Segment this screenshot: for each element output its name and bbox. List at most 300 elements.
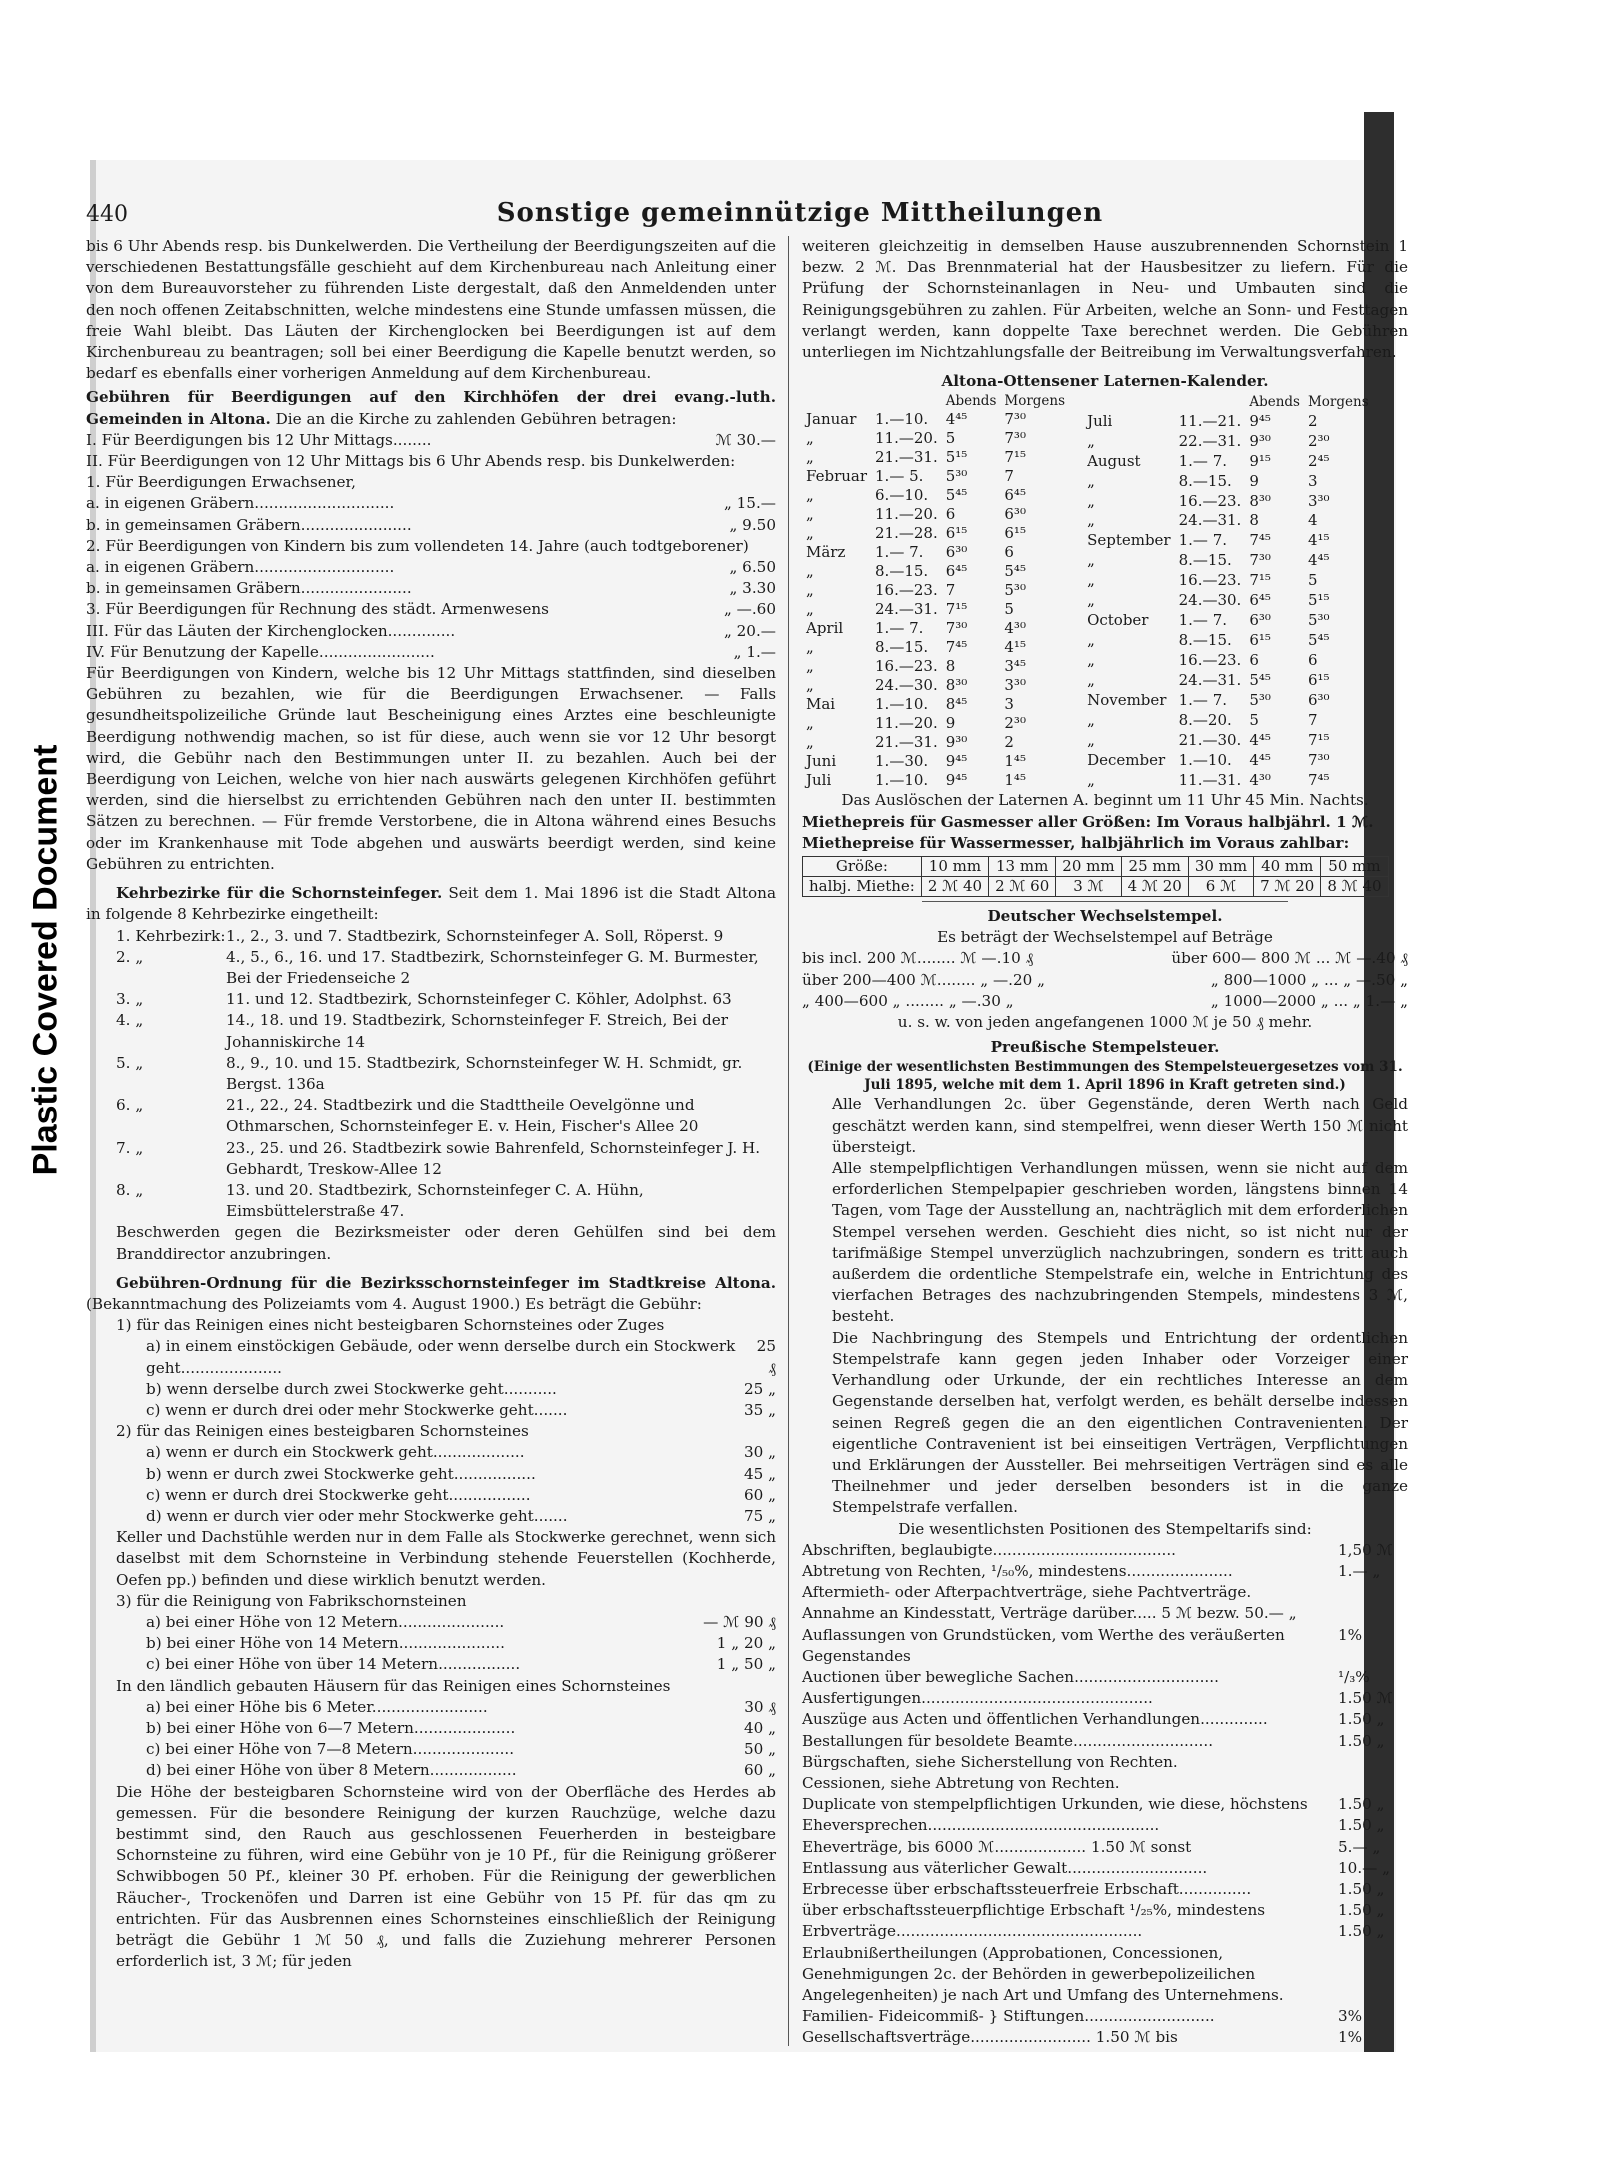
- lantern-row: [802, 448, 1069, 467]
- meter-size-label: Größe:: [803, 857, 922, 877]
- lantern-row: [1083, 750, 1373, 770]
- district-text: 23., 25. und 26. Stadtbezirk sowie Bahrenfeld, Schornsteinfeger J. H. Gebhardt, Treskow-Allee 12: [226, 1138, 761, 1178]
- lantern-cell: „: [1087, 431, 1095, 450]
- lantern-cell: 6³⁰: [945, 543, 968, 562]
- order2-text: b) bei einer Höhe von 6—7 Metern.....................: [146, 1719, 516, 1738]
- lantern-row: [802, 752, 1069, 771]
- lantern-cell: 24.—30.: [1178, 591, 1242, 610]
- lantern-cell: 6: [1307, 651, 1318, 670]
- district-row: [86, 947, 776, 989]
- tarif-text: Auctionen über bewegliche Sachen..............................: [802, 1667, 1219, 1686]
- lantern-cell: 8³⁰: [1249, 491, 1271, 510]
- lantern-cell: 16.—23.: [1178, 651, 1242, 670]
- lantern-cell: Juni: [806, 752, 837, 771]
- meter-size: 50 mm: [1321, 857, 1388, 877]
- lantern-cell: 6.—10.: [875, 486, 929, 505]
- lantern-cell: 8.—15.: [875, 562, 929, 581]
- lantern-header-blank: [802, 392, 871, 410]
- tarif-row: [802, 2006, 1408, 2027]
- tarif-value: 5.— „: [1338, 1837, 1381, 1856]
- lantern-cell: 7¹⁵: [945, 600, 968, 619]
- fee-row: [86, 536, 776, 557]
- lantern-header-blank: [871, 392, 942, 410]
- lantern-cell: 7¹⁵: [1307, 730, 1330, 749]
- lantern-cell: 9¹⁵: [1249, 451, 1271, 470]
- lantern-cell: „: [1087, 591, 1095, 610]
- stamp-right: über 600— 800 ℳ ... ℳ —.40 ₰: [1171, 949, 1408, 968]
- district-text: 1., 2., 3. und 7. Stadtbezirk, Schornsteinfeger A. Soll, Röperst. 9: [226, 926, 724, 945]
- left-column: [86, 236, 776, 1972]
- lantern-cell: „: [1087, 551, 1095, 570]
- lantern-cell: 9⁴⁵: [945, 752, 968, 771]
- lantern-row: [1083, 591, 1373, 611]
- fee-value: „ 15.—: [723, 494, 776, 513]
- lantern-cell: 1.— 7.: [1178, 531, 1228, 550]
- order-heading: Gebühren-Ordnung für die Bezirksschornsteinfeger im Stadtkreise Altona.: [116, 1273, 776, 1292]
- tarif-text: Gesellschaftsverträge......................... 1.50 ℳ bis: [802, 2028, 1178, 2047]
- lantern-row: [1083, 411, 1373, 431]
- tarif-value: 1.50 „: [1338, 1795, 1385, 1814]
- lantern-header-morning: Morgens: [1004, 393, 1066, 410]
- tarif-text: Eheversprechen................................................: [802, 1816, 1160, 1835]
- tarif-row: [802, 1879, 1408, 1900]
- meter-price: 6 ℳ: [1188, 877, 1253, 897]
- lantern-cell: 5¹⁵: [1307, 591, 1330, 610]
- lantern-cell: 6⁴⁵: [945, 562, 968, 581]
- tarif-text: Auflassungen von Grundstücken, vom Werthe des veräußerten Gegenstandes: [802, 1625, 1285, 1665]
- column-divider: [788, 236, 789, 2046]
- district-row: [86, 1053, 776, 1095]
- order-row: [86, 1400, 776, 1421]
- order-value: 45 „: [743, 1464, 776, 1483]
- order-intro: (Bekanntmachung des Polizeiamts vom 4. August 1900.) Es beträgt die Gebühr:: [86, 1294, 702, 1313]
- tarif-row: [802, 1688, 1408, 1709]
- order-value: 25 ₰: [756, 1337, 776, 1377]
- lantern-cell: 1.— 7.: [1178, 690, 1228, 709]
- district-number: 3. „: [116, 990, 144, 1009]
- tarif-row: [802, 1943, 1408, 2007]
- lantern-row: [802, 600, 1069, 619]
- lantern-cell: „: [806, 733, 814, 752]
- order-row: [86, 1315, 776, 1336]
- lantern-cell: „: [806, 676, 814, 695]
- lantern-cell: 1.—10.: [875, 771, 929, 790]
- fees-intro: Die an die Kirche zu zahlenden Gebühren betragen:: [275, 409, 677, 428]
- chimney-intro: Seit dem 1. Mai 1896 ist die Stadt Altona in folgende 8 Kehrbezirke eingetheilt:: [86, 884, 777, 924]
- fee-value: „ 9.50: [729, 515, 776, 534]
- meter-price: 3 ℳ: [1056, 877, 1121, 897]
- order-text: d) wenn er durch vier oder mehr Stockwerke geht.......: [146, 1506, 568, 1525]
- lantern-cell: 7¹⁵: [1249, 571, 1271, 590]
- meter-size: 10 mm: [921, 857, 988, 877]
- tarif-text: Aftermieth- oder Afterpachtverträge, siehe Pachtverträge.: [802, 1583, 1252, 1602]
- tarif-value: 1%: [1338, 1625, 1363, 1644]
- order2-text: 3) für die Reinigung von Fabrikschornsteinen: [116, 1591, 467, 1610]
- lantern-row: [1083, 571, 1373, 591]
- fee-text: 1. Für Beerdigungen Erwachsener,: [86, 473, 356, 492]
- lantern-cell: 3³⁰: [1307, 491, 1330, 510]
- lantern-header-morning: Morgens: [1307, 393, 1369, 410]
- meter-table: [802, 856, 1389, 897]
- lantern-header-evening: Abends: [945, 393, 997, 410]
- lantern-cell: 21.—31.: [875, 448, 938, 467]
- lantern-cell: „: [1087, 631, 1095, 650]
- stamp-left: bis incl. 200 ℳ........ ℳ —.10 ₰: [802, 949, 1034, 968]
- order2-row: [86, 1633, 776, 1654]
- lantern-header-evening: Abends: [1249, 393, 1300, 410]
- lantern-heading: Altona-Ottensener Laternen-Kalender.: [941, 372, 1269, 391]
- lantern-cell: September: [1087, 531, 1171, 550]
- district-number: 6. „: [116, 1096, 144, 1115]
- tarif-text: Cessionen, siehe Abtretung von Rechten.: [802, 1773, 1120, 1792]
- lantern-cell: 2³⁰: [1307, 431, 1330, 450]
- lantern-cell: 4⁴⁵: [945, 410, 968, 429]
- lantern-cell: 8.—15.: [1178, 551, 1232, 570]
- order-row: [86, 1464, 776, 1485]
- lantern-cell: April: [806, 619, 844, 638]
- lantern-row: [802, 733, 1069, 752]
- order2-row: [86, 1612, 776, 1633]
- fee-row: [86, 493, 776, 514]
- lantern-cell: 6³⁰: [1249, 611, 1271, 630]
- lantern-cell: 7: [1307, 710, 1318, 729]
- fee-text: b. in gemeinsamen Gräbern.......................: [86, 515, 412, 534]
- tarif-text: Erbrecesse über erbschaftssteuerfreie Erbschaft...............: [802, 1879, 1252, 1898]
- lantern-row: [802, 695, 1069, 714]
- lantern-cell: 6⁴⁵: [1249, 591, 1271, 610]
- lantern-row: [1083, 531, 1373, 551]
- order2-value: 30 ₰: [744, 1697, 776, 1716]
- district-text: 8., 9., 10. und 15. Stadtbezirk, Schornsteinfeger W. H. Schmidt, gr. Bergst. 136a: [226, 1053, 743, 1093]
- fee-row: [86, 451, 776, 472]
- lantern-cell: 4: [1307, 511, 1318, 530]
- right-column: [802, 236, 1408, 2049]
- order-row: [86, 1485, 776, 1506]
- lantern-cell: 5⁴⁵: [945, 486, 968, 505]
- lantern-cell: „: [806, 562, 814, 581]
- fee-row: [86, 557, 776, 578]
- lantern-cell: 5⁴⁵: [1004, 562, 1026, 581]
- district-row: [86, 1138, 776, 1180]
- meter-size: 13 mm: [989, 857, 1056, 877]
- tarif-value: [1338, 1773, 1408, 1794]
- lantern-row: [1083, 471, 1373, 491]
- lantern-cell: 6⁴⁵: [1004, 486, 1026, 505]
- lantern-cell: „: [806, 714, 814, 733]
- lantern-cell: 11.—20.: [875, 714, 938, 733]
- lantern-row: [802, 486, 1069, 505]
- district-number: 5. „: [116, 1053, 144, 1072]
- meter-size-row: [803, 857, 1389, 877]
- lantern-row: [802, 467, 1069, 486]
- fee-text: a. in eigenen Gräbern.............................: [86, 494, 395, 513]
- lantern-cell: 5³⁰: [1004, 581, 1026, 600]
- lantern-cell: „: [1087, 651, 1095, 670]
- lantern-cell: 6: [1004, 543, 1014, 562]
- tarif-value: 1.50 „: [1338, 1879, 1385, 1898]
- lantern-cell: Februar: [806, 467, 868, 486]
- tarif-text: Entlassung aus väterlicher Gewalt.............................: [802, 1858, 1208, 1877]
- tarif-row: [802, 1603, 1408, 1624]
- fees-heading: Gebühren für Beerdigungen auf den Kirchhöfen der drei evang.-luth. Gemeinden in Altona.: [86, 388, 776, 428]
- lantern-cell: 2³⁰: [1004, 714, 1026, 733]
- lantern-cell: 8⁴⁵: [945, 695, 968, 714]
- tarif-row: [802, 1900, 1408, 1921]
- fee-list: [86, 430, 776, 663]
- stamp-row: [802, 970, 1408, 991]
- lantern-cell: 7: [945, 581, 956, 600]
- prussian-subheading: (Einige der wesentlichsten Bestimmungen des Stempelsteuergesetzes vom 31. Juli 1895, welche mit dem 1. April 1896 in Kraft getreten sind.): [807, 1059, 1403, 1094]
- tarif-value: [1338, 1582, 1408, 1603]
- lantern-cell: 9: [945, 714, 956, 733]
- meter-size: 20 mm: [1056, 857, 1121, 877]
- lantern-cell: 6³⁰: [1004, 505, 1026, 524]
- stamp-rows: [802, 948, 1408, 1012]
- lantern-row: [802, 581, 1069, 600]
- order2-value: 40 „: [743, 1719, 776, 1738]
- fee-text: II. Für Beerdigungen von 12 Uhr Mittags bis 6 Uhr Abends resp. bis Dunkelwerden:: [86, 452, 736, 471]
- fees-after: Für Beerdigungen von Kindern, welche bis 12 Uhr Mittags stattfinden, sind dieselben Gebühren zu bezahlen, wie für die Beerdigungen Erwachsener. — Falls gesundheitspolizeiliche Gründe laut Bescheinigung eines Arztes eine beschleunigte Beerdigung nothwendig machen, so ist für diese, auch wenn sie vor 12 Uhr besorgt wird, die Gebühr nach den Bestimmungen unter II. zu bezahlen. Auch bei der Beerdigung von Leichen, welche von hier nach auswärts gelegenen Kirchhöfen geführt werden, sind die hierselbst zu errichtenden Gebühren nach den unter II. bestimmten Sätzen zu berechnen. — Für fremde Verstorbene, die in Altona während eines Besuchs oder im Krankenhause mit Tode abgehen und auswärts beerdigt werden, sind keine Gebühren zu entrichten.: [86, 664, 776, 873]
- lantern-cell: 24.—31.: [1178, 670, 1242, 689]
- lantern-cell: 7¹⁵: [1004, 448, 1026, 467]
- order2-row: [86, 1654, 776, 1675]
- district-number: 8. „: [116, 1180, 144, 1199]
- order-text: b) wenn derselbe durch zwei Stockwerke geht...........: [146, 1379, 557, 1398]
- lantern-cell: 6¹⁵: [1307, 670, 1330, 689]
- lantern-cell: 8.—15.: [1178, 631, 1232, 650]
- tarif-text: über erbschaftssteuerpflichtige Erbschaft ¹/₂₅%, mindestens: [802, 1901, 1266, 1920]
- lantern-cell: 3: [1004, 695, 1014, 714]
- order-value: 30 „: [743, 1443, 776, 1462]
- lantern-cell: 1.— 7.: [1178, 451, 1228, 470]
- lantern-row: [802, 771, 1069, 790]
- tarif-text: Abschriften, beglaubigte......................................: [802, 1540, 1177, 1559]
- lantern-cell: Mai: [806, 695, 836, 714]
- tarif-row: [802, 1921, 1408, 1942]
- lantern-cell: Juli: [1087, 411, 1113, 430]
- order-end: Die Höhe der besteigbaren Schornsteine wird von der Oberfläche des Herdes ab gemessen. Für die besondere Reinigung der kurzen Rauchzüge, welche dazu bestimmt sind, den Rauch aus geschlossenen Feuerherden in besteigbare Schornsteine zu führen, wird eine Gebühr von je 10 Pf., für die Reinigung größerer Schwibbogen 50 Pf., kleiner 30 Pf. erhoben. Für die Reinigung der gewerblichen Räucher-, Trockenöfen und Darren ist eine Gebühr von 15 Pf. für das qm zu entrichten. Für das Ausbrennen eines Schornsteines einschließlich der Reinigung beträgt die Gebühr 1 ℳ 50 ₰, und falls die Zuziehung mehrerer Personen erforderlich ist, 3 ℳ; für jeden: [116, 1782, 776, 1971]
- order-note: Keller und Dachstühle werden nur in dem Falle als Stockwerke gerechnet, wenn sich daselbst mit dem Schornsteine in Verbindung stehende Feuerstellen (Kochherde, Oefen pp.) befinden und diese wirklich benutzt werden.: [116, 1528, 776, 1589]
- district-row: [86, 1095, 776, 1137]
- stamp-right: „ 800—1000 „ ... „ —.50 „: [1210, 970, 1408, 989]
- lantern-row: [802, 638, 1069, 657]
- order2-value: 1 „ 50 „: [716, 1655, 776, 1674]
- district-list: [86, 926, 776, 1223]
- order2-value: 60 „: [743, 1761, 776, 1780]
- section-rule: [922, 901, 1288, 902]
- lantern-note: Das Auslöschen der Laternen A. beginnt um 11 Uhr 45 Min. Nachts.: [841, 791, 1369, 810]
- lantern-cell: 1.— 5.: [875, 467, 924, 486]
- lantern-cell: 1⁴⁵: [1004, 771, 1026, 790]
- lantern-cell: 24.—30.: [875, 676, 938, 695]
- lantern-cell: „: [806, 448, 814, 467]
- lantern-cell: 16.—23.: [875, 581, 938, 600]
- prussian-paragraph-1: Alle Verhandlungen 2c. über Gegenstände, deren Werth nach Geld geschätzt werden kann, sind stempelfrei, wenn dieser Werth 150 ℳ nicht übersteigt.: [832, 1095, 1408, 1156]
- tarif-row: [802, 1667, 1408, 1688]
- stamp-right: „ 1000—2000 „ ... „ 1.— „: [1210, 991, 1408, 1010]
- lantern-row: [802, 543, 1069, 562]
- order-text: c) wenn er durch drei Stockwerke geht.................: [146, 1485, 531, 1504]
- lantern-header-row: [802, 392, 1069, 410]
- order2-row: [86, 1760, 776, 1781]
- lantern-cell: 5³⁰: [1249, 690, 1271, 709]
- lantern-cell: 1.—10.: [1178, 750, 1232, 769]
- right-continuation: weiteren gleichzeitig in demselben Hause auszubrennenden Schornstein 1 bezw. 2 ℳ. Das Brennmaterial hat der Hausbesitzer zu liefern. Für die Prüfung der Schornsteinanlagen in Neu- und Umbauten sind die Reinigungsgebühren zu zahlen. Für Arbeiten, welche an Sonn- und Festtagen verlangt werden, kann doppelte Taxe berechnet werden. Die Gebühren unterliegen im Nichtzahlungsfalle der Beitreibung im Verwaltungsverfahren.: [802, 237, 1408, 362]
- fee-text: 2. Für Beerdigungen von Kindern bis zum vollendeten 14. Jahre (auch todtgeborener): [86, 536, 749, 555]
- lantern-cell: Juli: [806, 771, 832, 790]
- lantern-row: [1083, 551, 1373, 571]
- stamp-end: u. s. w. von jeden angefangenen 1000 ℳ je 50 ₰ mehr.: [897, 1013, 1313, 1032]
- district-text: 11. und 12. Stadtbezirk, Schornsteinfeger C. Köhler, Adolphst. 63: [226, 990, 732, 1009]
- lantern-cell: „: [1087, 511, 1095, 530]
- lantern-cell: 5: [1004, 600, 1014, 619]
- lantern-cell: 7³⁰: [1004, 410, 1026, 429]
- lantern-row: [802, 410, 1069, 429]
- tarif-row: [802, 2027, 1408, 2048]
- order2-text: c) bei einer Höhe von über 14 Metern.................: [146, 1655, 521, 1674]
- lantern-row: [802, 524, 1069, 543]
- lantern-cell: 9⁴⁵: [1249, 411, 1271, 430]
- district-row: [86, 1180, 776, 1222]
- order-row: [86, 1421, 776, 1442]
- prussian-paragraph-3: Die Nachbringung des Stempels und Entrichtung der ordentlichen Stempelstrafe kann gegen jeden Inhaber oder Vorzeiger einer Verhandlung oder Urkunde, der ein rechtliches Interesse an dem Gegenstande derselben hat, verfolgt werden, es behält derselbe indessen seinen Regreß gegen die an den eigentlichen Contravenienten. Der eigentliche Contravenient ist bei einseitigen Verträgen, Verpflichtungen und Erklärungen der Aussteller. Bei mehrseitigen Verträgen sind es alle Theilnehmer und jeder derselben besonders ist in die ganze Stempelstrafe verfallen.: [832, 1328, 1408, 1517]
- lantern-row: [802, 676, 1069, 695]
- tarif-row: [802, 1540, 1408, 1561]
- tarif-value: 1.— „: [1338, 1561, 1381, 1580]
- lantern-cell: October: [1087, 611, 1149, 630]
- order2-row: [86, 1739, 776, 1760]
- lantern-cell: „: [806, 429, 814, 448]
- fee-text: b. in gemeinsamen Gräbern.......................: [86, 579, 412, 598]
- lantern-cell: 8.—20.: [1178, 710, 1232, 729]
- lantern-cell: 9³⁰: [945, 733, 968, 752]
- lantern-row: [1083, 611, 1373, 631]
- lantern-cell: 11.—20.: [875, 429, 938, 448]
- lantern-cell: 11.—31.: [1178, 770, 1242, 789]
- lantern-cell: „: [806, 581, 814, 600]
- lantern-cell: 1.— 7.: [1178, 611, 1228, 630]
- lantern-cell: 5: [945, 429, 956, 448]
- lantern-row: [802, 657, 1069, 676]
- district-number: 4. „: [116, 1011, 144, 1030]
- fee-row: [86, 430, 776, 451]
- tarif-value: 1.50 „: [1338, 1710, 1385, 1729]
- lantern-row: [802, 619, 1069, 638]
- lantern-cell: 6¹⁵: [945, 524, 968, 543]
- lantern-table-left: [802, 392, 1069, 790]
- order-row: [86, 1506, 776, 1527]
- meter-price-label: halbj. Miethe:: [803, 877, 922, 897]
- lantern-cell: 4³⁰: [1249, 770, 1271, 789]
- order2-text: d) bei einer Höhe von über 8 Metern..................: [146, 1761, 517, 1780]
- lantern-cell: „: [1087, 471, 1095, 490]
- tarif-text: Ausfertigungen................................................: [802, 1689, 1153, 1708]
- tarif-value: [1338, 1943, 1408, 2007]
- order-list-2: [86, 1591, 776, 1782]
- tarif-value: 1.50 ℳ: [1338, 1689, 1393, 1708]
- lantern-cell: August: [1087, 451, 1141, 470]
- lantern-cell: 3: [1307, 471, 1318, 490]
- lantern-cell: 22.—31.: [1178, 431, 1242, 450]
- district-row: [86, 989, 776, 1010]
- lantern-cell: Januar: [806, 410, 857, 429]
- lantern-cell: 1.— 7.: [875, 543, 924, 562]
- lantern-cell: 4⁴⁵: [1307, 551, 1330, 570]
- meter-price: 2 ℳ 60: [989, 877, 1056, 897]
- lantern-cell: 11.—20.: [875, 505, 938, 524]
- lantern-cell: 24.—31.: [1178, 511, 1242, 530]
- district-text: 13. und 20. Stadtbezirk, Schornsteinfeger C. A. Hühn, Eimsbüttelerstraße 47.: [226, 1180, 644, 1221]
- tarif-row: [802, 1773, 1408, 1794]
- fee-value: „ 3.30: [729, 579, 776, 598]
- tarif-value: 1.50 „: [1338, 1922, 1385, 1941]
- lantern-cell: 8.—15.: [875, 638, 929, 657]
- order-text: c) wenn er durch drei oder mehr Stockwerke geht.......: [146, 1400, 568, 1419]
- tarif-text: Familien- Fideicommiß- } Stiftungen...........................: [802, 2007, 1215, 2026]
- stamp-intro: Es beträgt der Wechselstempel auf Beträge: [937, 928, 1273, 947]
- tarif-row: [802, 1837, 1408, 1858]
- tarif-row: [802, 1582, 1408, 1603]
- lantern-cell: 11.—21.: [1178, 411, 1242, 430]
- meter-price-row: [803, 877, 1389, 897]
- lantern-cell: 1⁴⁵: [1004, 752, 1026, 771]
- lantern-cell: 4⁴⁵: [1249, 750, 1271, 769]
- lantern-cell: 16.—23.: [875, 657, 938, 676]
- lantern-cell: 3⁴⁵: [1004, 657, 1026, 676]
- fee-text: III. Für das Läuten der Kirchenglocken..............: [86, 621, 456, 640]
- lantern-cell: „: [806, 486, 814, 505]
- fee-row: [86, 621, 776, 642]
- order-text: a) wenn er durch ein Stockwerk geht...................: [146, 1443, 525, 1462]
- lantern-cell: 7³⁰: [1249, 551, 1271, 570]
- lantern-header-blank: [1083, 392, 1175, 411]
- lantern-cell: 21.—31.: [875, 733, 938, 752]
- complaints-note: Beschwerden gegen die Bezirksmeister oder deren Gehülfen sind bei dem Branddirector anzubringen.: [116, 1223, 776, 1263]
- tarif-row: [802, 1561, 1408, 1582]
- order2-text: a) bei einer Höhe von 12 Metern......................: [146, 1613, 505, 1631]
- fee-value: „ 20.—: [723, 621, 776, 640]
- tarif-value: 1.50 „: [1338, 1901, 1385, 1920]
- district-row: [86, 1010, 776, 1052]
- tarif-row: [802, 1625, 1408, 1667]
- lantern-cell: „: [1087, 571, 1095, 590]
- tarif-text: Bestallungen für besoldete Beamte.............................: [802, 1731, 1214, 1750]
- stamp-left: „ 400—600 „ ........ „ —.30 „: [802, 991, 1014, 1010]
- lantern-cell: „: [1087, 491, 1095, 510]
- order-row: [86, 1379, 776, 1400]
- lantern-cell: 5¹⁵: [945, 448, 968, 467]
- lantern-row: [1083, 511, 1373, 531]
- lantern-cell: 7⁴⁵: [1249, 531, 1271, 550]
- order-text: 1) für das Reinigen eines nicht besteigbaren Schornsteines oder Zuges: [116, 1316, 665, 1335]
- order2-value: 1 „ 20 „: [716, 1634, 776, 1653]
- lantern-header-row: [1083, 392, 1373, 411]
- lantern-cell: 1.—10.: [875, 695, 929, 714]
- tarif-value: 1.50 „: [1338, 1816, 1385, 1835]
- lantern-cell: 7: [1004, 467, 1014, 486]
- lantern-cell: 9³⁰: [1249, 431, 1271, 450]
- meter-price: 2 ℳ 40: [921, 877, 988, 897]
- order-text: a) in einem einstöckigen Gebäude, oder wenn derselbe durch ein Stockwerk geht.....................: [146, 1337, 736, 1377]
- lantern-cell: 7³⁰: [1307, 750, 1330, 769]
- tarif-text: Duplicate von stempelpflichtigen Urkunden, wie diese, höchstens: [802, 1795, 1308, 1814]
- lantern-cell: „: [806, 638, 814, 657]
- meter-size: 30 mm: [1188, 857, 1253, 877]
- tarif-text: Auszüge aus Acten und öffentlichen Verhandlungen..............: [802, 1710, 1268, 1729]
- district-text: 4., 5., 6., 16. und 17. Stadtbezirk, Schornsteinfeger G. M. Burmester, Bei der Friedenseiche 2: [226, 947, 759, 987]
- fee-value: „ 6.50: [729, 558, 776, 577]
- lantern-cell: December: [1087, 750, 1166, 769]
